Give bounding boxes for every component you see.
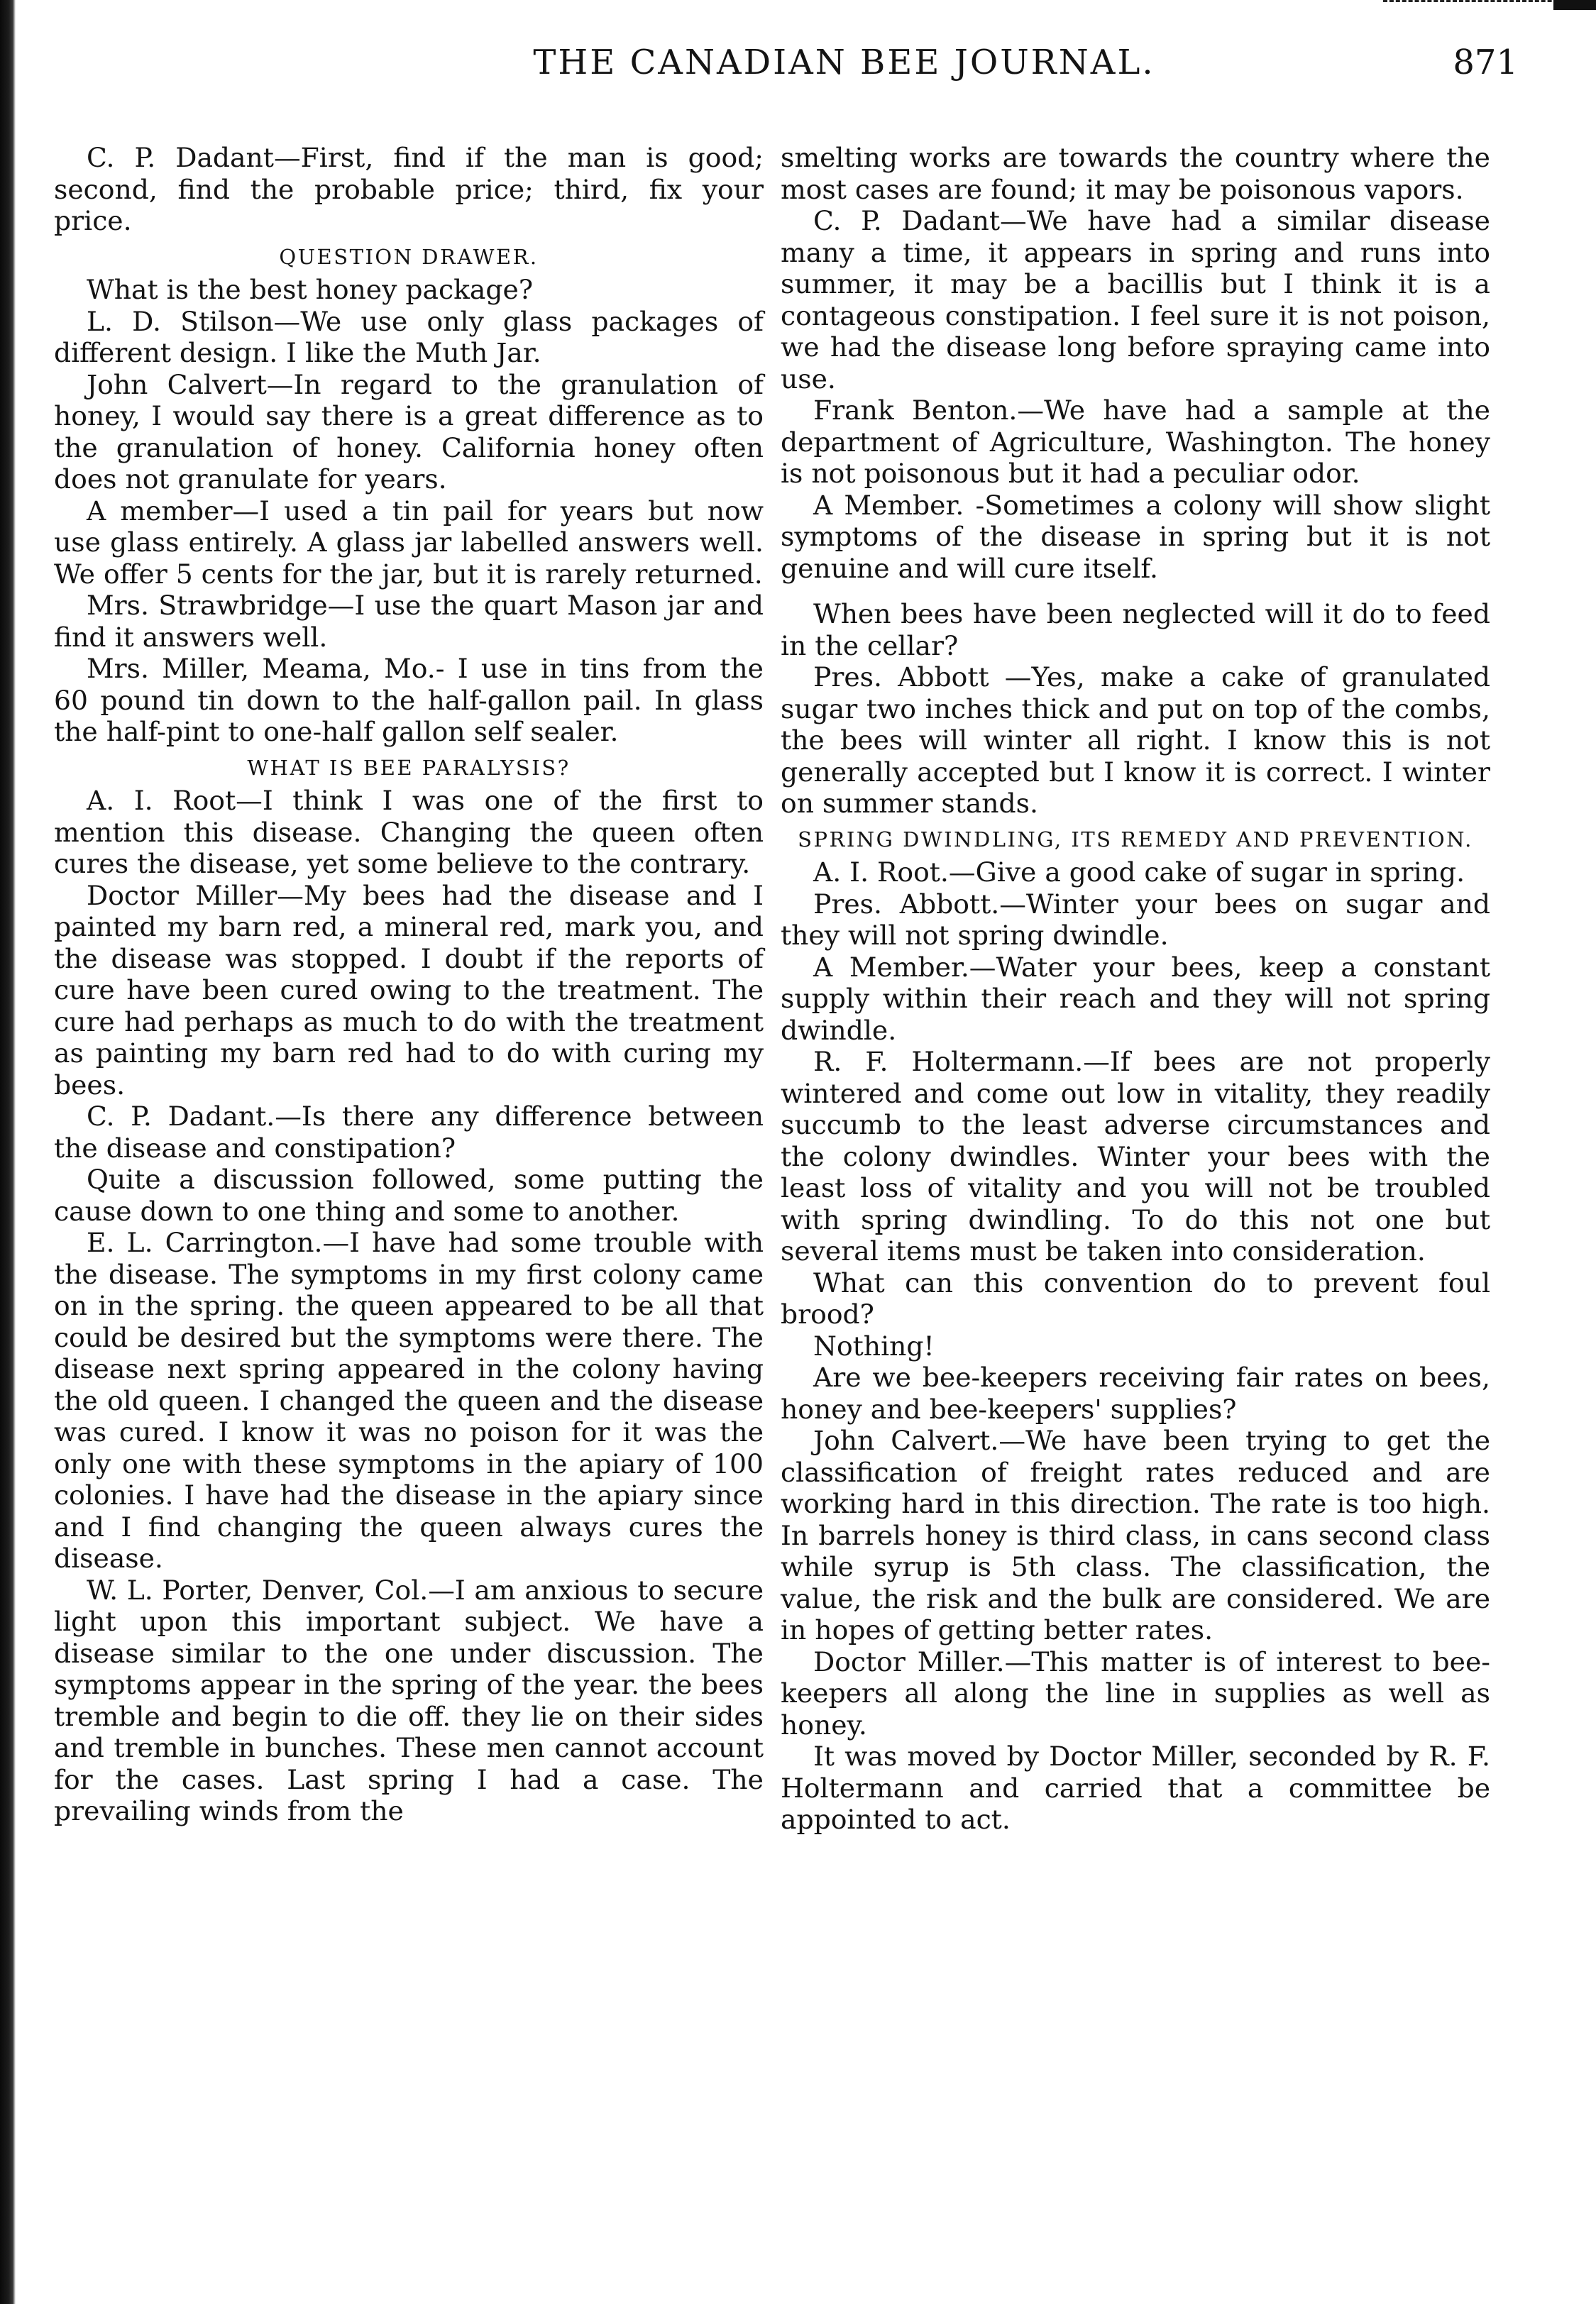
paragraph: What is the best honey package?: [87, 274, 534, 305]
paragraph: What can this convention do to prevent foul brood?: [781, 1267, 1490, 1330]
paragraph: Are we bee-keepers receiving fair rates on bees, honey and bee-keepers' supplies?: [781, 1362, 1490, 1425]
top-corner-rule: [1383, 0, 1596, 12]
paragraph: A member—I used a tin pail for years but now use glass entirely. A glass jar labelled answers well. We offer 5 cents for the jar, but it is rarely returned.: [54, 495, 764, 590]
paragraph: L. D. Stilson—We use only glass packages of different design. I like the Muth Jar.: [54, 305, 764, 368]
paragraph: C. P. Dadant—We have had a similar disease many a time, it appears in spring and runs into summer, it may be a bacillis but I think it is a contageous constipation. I feel sure it is not poison, we had the disease long before spraying came into use.: [781, 205, 1490, 395]
paragraph: Doctor Miller.—This matter is of interest to bee-keepers all along the line in supplies as well as honey.: [781, 1646, 1490, 1741]
paragraph: Quite a discussion followed, some putting the cause down to one thing and some to another.: [54, 1164, 764, 1227]
paragraph: Nothing!: [813, 1330, 935, 1362]
page-binding-edge: [0, 0, 16, 2304]
paragraph: Pres. Abbott —Yes, make a cake of granulated sugar two inches thick and put on top of the combs, the bees will winter all right. I know this is not generally accepted but I know it is correct. I winter on summer stands.: [781, 661, 1490, 819]
paragraph: Pres. Abbott.—Winter your bees on sugar and they will not spring dwindle.: [781, 888, 1490, 951]
journal-title: THE CANADIAN BEE JOURNAL.: [533, 43, 1155, 82]
running-head: [57, 43, 1546, 92]
paragraph: Mrs. Strawbridge—I use the quart Mason jar and find it answers well.: [54, 590, 764, 653]
paragraph-continued: smelting works are towards the country where the most cases are found; it may be poisonous vapors.: [781, 142, 1490, 205]
paragraph: A Member.—Water your bees, keep a constant supply within their reach and they will not spring dwindle.: [781, 951, 1490, 1046]
paragraph: Mrs. Miller, Meama, Mo.- I use in tins from the 60 pound tin down to the half-gallon pail. In glass the half-pint to one-half gallon self sealer.: [54, 653, 764, 747]
section-heading-bee-paralysis: WHAT IS BEE PARALYSIS?: [247, 755, 571, 780]
paragraph: A. I. Root—I think I was one of the first to mention this disease. Changing the queen often cures the disease, yet some believe to the contrary.: [54, 785, 764, 879]
paragraph: A Member. -Sometimes a colony will show slight symptoms of the disease in spring but it is not genuine and will cure itself.: [781, 489, 1490, 584]
paragraph: Doctor Miller—My bees had the disease and I painted my barn red, a mineral red, mark you, and the disease was stopped. I doubt if the reports of cure have been cured owing to the treatment. The cure had perhaps as much to do with the treatment as painting my barn red had to do with curing my bees.: [54, 879, 764, 1101]
paragraph: R. F. Holtermann.—If bees are not properly wintered and come out low in vitality, they readily succumb to the least adverse circumstances and the colony dwindles. Winter your bees with the least loss of vitality and you will not be troubled with spring dwindling. To do this not one but several items must be taken into consideration.: [781, 1046, 1490, 1267]
page-number: 871: [1453, 43, 1518, 82]
paragraph: Frank Benton.—We have had a sample at the department of Agriculture, Washington. The honey is not poisonous but it had a peculiar odor.: [781, 395, 1490, 489]
paragraph: W. L. Porter, Denver, Col.—I am anxious to secure light upon this important subject. We have a disease similar to the one under discussion. The symptoms appear in the spring of the year. the bees tremble and begin to die off. they lie on their sides and tremble in bunches. These men cannot account for the cases. Last spring I had a case. The prevailing winds from the: [54, 1574, 764, 1826]
paragraph: A. I. Root.—Give a good cake of sugar in spring.: [813, 856, 1465, 888]
paragraph: John Calvert—In regard to the granulation of honey, I would say there is a great difference as to the granulation of honey. California honey often does not granulate for years.: [54, 368, 764, 495]
paragraph: It was moved by Doctor Miller, seconded by R. F. Holtermann and carried that a committee be appointed to act.: [781, 1741, 1490, 1835]
section-heading-spring-dwindling: SPRING DWINDLING, ITS REMEDY AND PREVENTION.: [798, 827, 1473, 851]
right-column: [781, 142, 1490, 1836]
paragraph: C. P. Dadant.—Is there any difference between the disease and constipation?: [54, 1101, 764, 1164]
paragraph: When bees have been neglected will it do to feed in the cellar?: [781, 598, 1490, 661]
left-column: [54, 142, 764, 1827]
section-heading-question-drawer: QUESTION DRAWER.: [279, 244, 539, 269]
paragraph: E. L. Carrington.—I have had some trouble with the disease. The symptoms in my first colony came on in the spring. the queen appeared to be all that could be desired but the symptoms were there. The disease next spring appeared in the colony having the old queen. I changed the queen and the disease was cured. I know it was no poison for it was the only one with these symptoms in the apiary of 100 colonies. I have had the disease in the apiary since and I find changing the queen always cures the disease.: [54, 1227, 764, 1574]
paragraph: C. P. Dadant—First, find if the man is good; second, find the probable price; third, fix your price.: [54, 142, 764, 236]
paragraph: John Calvert.—We have been trying to get the classification of freight rates reduced and are working hard in this direction. The rate is too high. In barrels honey is third class, in cans second class while syrup is 5th class. The classification, the value, the risk and the bulk are considered. We are in hopes of getting better rates.: [781, 1425, 1490, 1646]
